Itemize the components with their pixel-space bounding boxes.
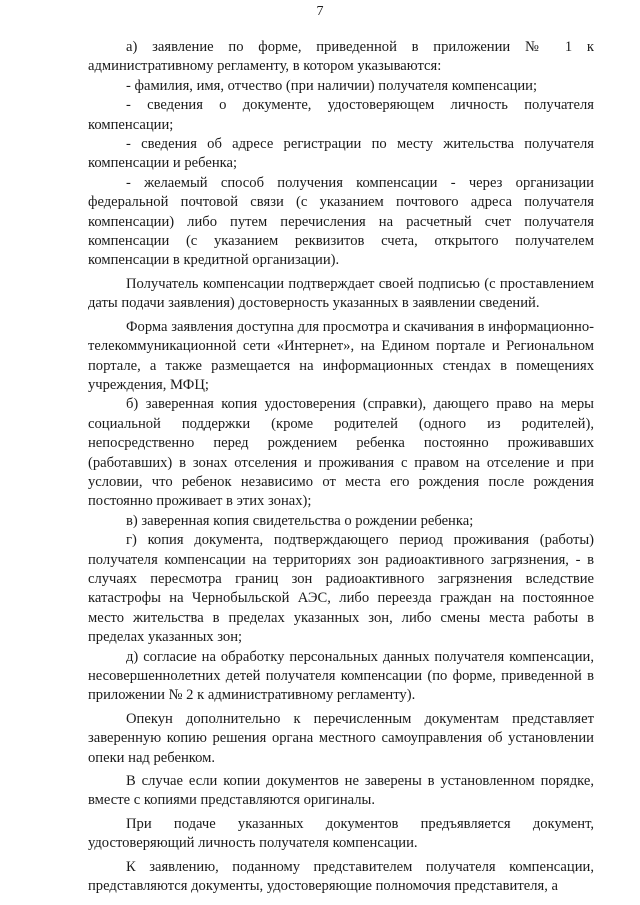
page-number: 7 [316,4,324,19]
paragraph-form-availability: Форма заявления доступна для просмотра и скачивания в информационно-телекоммуникационной сети «Интернет», на Едином портале и Региональном портале, а также размещается на информационных стендах в помещениях учреждения, МФЦ; [88,318,594,393]
paragraph-identity-document: - сведения о документе, удостоверяющем личность получателя компенсации; [88,97,594,133]
paragraph-birth-certificate: в) заверенная копия свидетельства о рождении ребенка; [126,512,474,529]
paragraph-payment-method: - желаемый способ получения компенсации - через организации федеральной почтовой связи (с указанием почтового адреса получателя компенсации) либо путем перечисления на расчетный счет получателя компенсации (с указанием реквизитов счета, открытого получателем компенсации в кредитной организации). [88,174,594,269]
paragraph-residence-period: г) копия документа, подтверждающего период проживания (работы) получателя компенсации на территориях зон радиоактивного загрязнения, - в случаях пересмотра границ зон радиоактивного загрязнения вследствие катастрофы на Чернобыльской АЭС, либо переезда граждан на постоянное место жительства в пределах указанных зон, либо смены места работы в пределах указанных зон; [88,532,594,646]
paragraph-registration-address: - сведения об адресе регистрации по месту жительства получателя компенсации и ребенка; [88,136,594,172]
paragraph-full-name: - фамилия, имя, отчество (при наличии) получателя компенсации; [126,77,538,94]
document-body [88,38,594,896]
paragraph-application-form: а) заявление по форме, приведенной в приложении № 1 к административному регламенту, в котором указываются: [88,39,594,75]
paragraph-personal-data-consent: д) согласие на обработку персональных данных получателя компенсации, несовершеннолетних детей получателя компенсации (по форме, приведенной в приложении № 2 к административному регламенту). [88,648,594,704]
paragraph-identity-presentation: При подаче указанных документов предъявляется документ, удостоверяющий личность получателя компенсации. [88,815,594,852]
paragraph-originals: В случае если копии документов не заверены в установленном порядке, вместе с копиями представляются оригиналы. [88,773,594,809]
paragraph-representative: К заявлению, поданному представителем получателя компенсации, представляются документы, удостоверяющие полномочия представителя, а [88,858,594,895]
paragraph-certificate-copy: б) заверенная копия удостоверения (справки), дающего право на меры социальной поддержки (кроме родителей (одного из родителей), непосредственно перед рождением ребенка постоянно проживавших (работавших) в зонах отселения и проживания с правом на отселение и при условии, что ребенок независимо от места его рождения после рождения постоянно проживает в этих зонах); [88,396,594,510]
paragraph-signature-confirmation: Получатель компенсации подтверждает своей подписью (с проставлением даты подачи заявления) достоверность указанных в заявлении сведений. [88,275,594,312]
paragraph-guardian: Опекун дополнительно к перечисленным документам представляет заверенную копию решения органа местного самоуправления об установлении опеки над ребенком. [88,710,594,766]
